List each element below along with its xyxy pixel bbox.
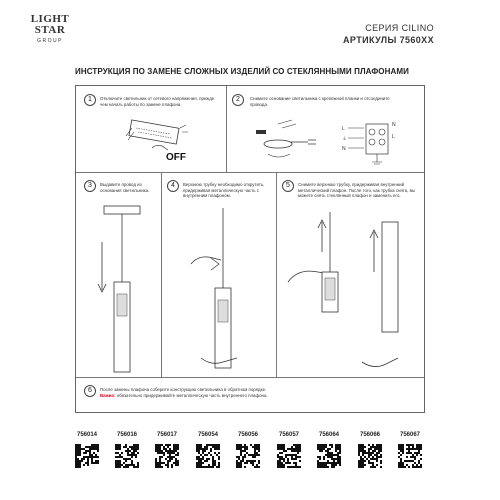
instruction-frame (75, 85, 425, 413)
base-removal-illustration (238, 118, 418, 170)
qr-code (317, 444, 341, 468)
qr-code (277, 444, 301, 468)
step-2 (226, 86, 426, 172)
article-code: 756014 (76, 432, 98, 438)
article-code: 756054 (197, 432, 219, 438)
brand-logo (30, 14, 70, 44)
step-number: 2 (232, 94, 244, 106)
article-code: 756056 (237, 432, 259, 438)
warning-text: обязательно придерживайте металлическую часть внутреннего плафона. (116, 392, 268, 398)
remove-tube-illustration (282, 212, 422, 377)
series-header (343, 22, 434, 46)
step-text: Верхнюю трубку необходимо открутить, придерживая металлическую часть с внутренним плафоном. (183, 182, 265, 199)
step-text: Снимите основание светильника с крепежной планки и отсоедините провода. (250, 96, 390, 107)
qr-code (115, 444, 139, 468)
step-number: 4 (167, 180, 179, 192)
step-5 (276, 172, 426, 377)
qr-code (358, 444, 382, 468)
step-text: Снимите верхнюю трубку, придерживая внутренний металлический плафон. После того, как трубка снята, вы можете снять стеклянный плафон и заменить его. (298, 182, 416, 199)
article-code: 756064 (318, 432, 340, 438)
article-code: 756066 (359, 432, 381, 438)
logo-line-3: GROUP (37, 38, 63, 44)
svg-text:⏚: ⏚ (342, 136, 348, 142)
qr-code (196, 444, 220, 468)
article-code: 756067 (399, 432, 421, 438)
article-code: 756017 (156, 432, 178, 438)
step-number: 6 (84, 385, 96, 397)
qr-code (75, 444, 99, 468)
step-number: 3 (84, 180, 96, 192)
article-code: 756057 (278, 432, 300, 438)
logo-line-2: STAR (34, 24, 66, 36)
step-6-text: После замены плафона соберите конструкцию светильника в обратном порядке. (100, 387, 267, 392)
svg-text:N: N (342, 146, 346, 152)
svg-text:L: L (342, 126, 345, 132)
unscrew-tube-illustration (171, 208, 271, 378)
warning-label: Важно: (100, 392, 116, 398)
step-number: 5 (282, 180, 294, 192)
svg-text:L: L (392, 134, 395, 140)
articles-header: АРТИКУЛЫ 7560XX (343, 35, 434, 45)
step-4 (161, 172, 276, 377)
logo-line-1: LIGHT (30, 13, 70, 25)
step-6 (76, 377, 426, 414)
step-6-warning (100, 393, 400, 399)
series-name: СЕРИЯ CILINO (365, 23, 434, 33)
lamp-wire-illustration (84, 202, 156, 374)
qr-code (398, 444, 422, 468)
step-1 (76, 86, 226, 172)
step-3 (76, 172, 161, 377)
page-title: ИНСТРУКЦИЯ ПО ЗАМЕНЕ СЛОЖНЫХ ИЗДЕЛИЙ СО СТЕКЛЯННЫМИ ПЛАФОНАМИ (75, 67, 409, 76)
step-text: Отключите светильник от сетевого напряжения, прежде чем начать работы по замене плафона. (100, 96, 215, 107)
step-number: 1 (84, 94, 96, 106)
qr-code (236, 444, 260, 468)
qr-code (155, 444, 179, 468)
svg-text:N: N (392, 122, 396, 128)
off-label: OFF (166, 152, 186, 163)
step-text: Выдавите провод из основания светильника. (100, 182, 150, 193)
article-code: 756016 (116, 432, 138, 438)
step-text (100, 387, 400, 398)
